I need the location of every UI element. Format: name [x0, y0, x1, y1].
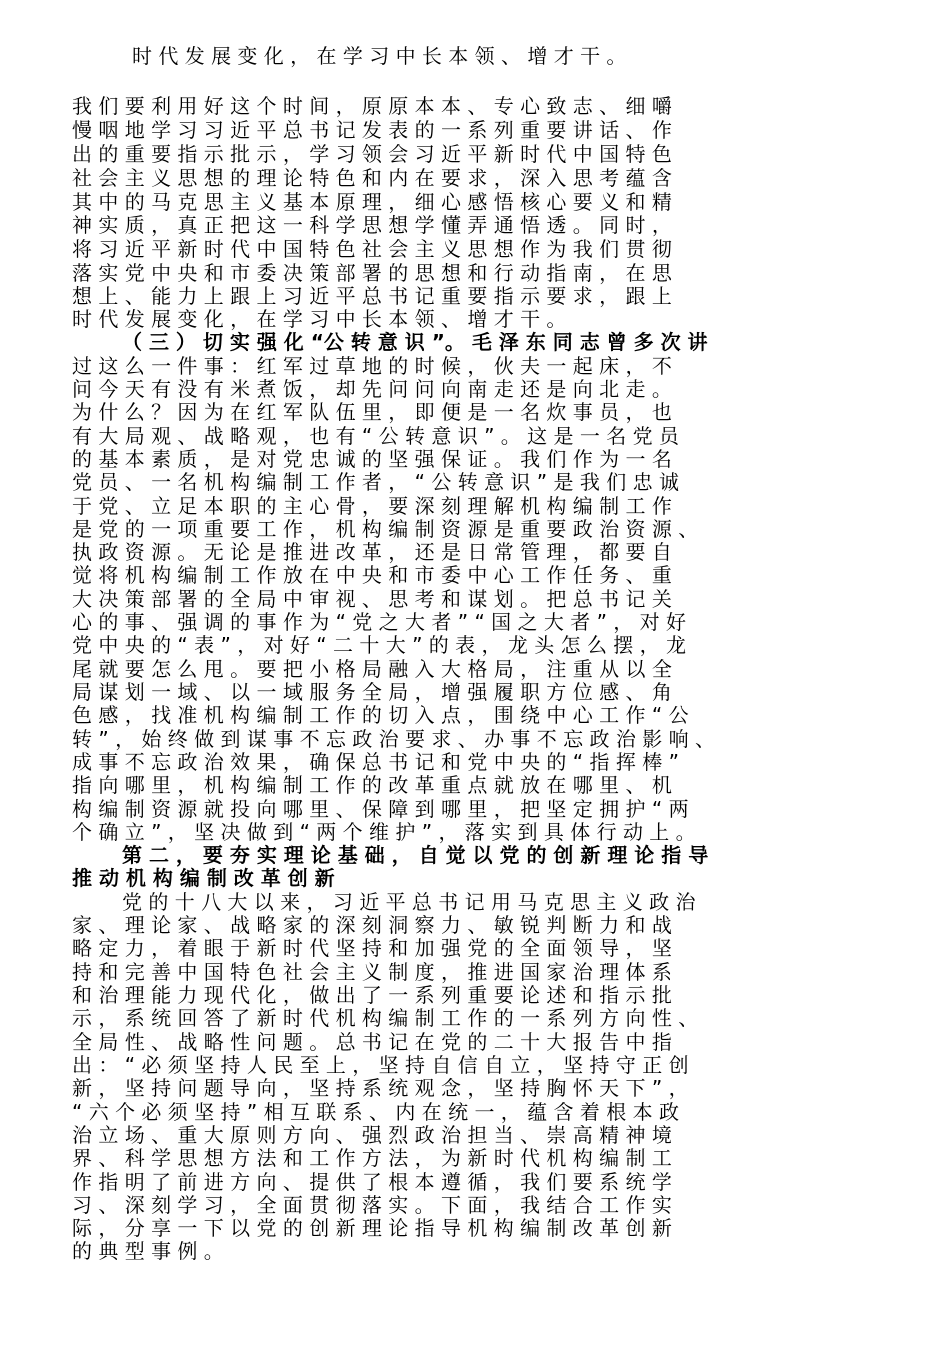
text-line: 治 立 场 、 重 大 原 则 方 向 、 强 烈 政 治 担 当 、 崇 高 精 神 境 [72, 1123, 672, 1147]
text-line: 出 的 重 要 指 示 批 示 ， 学 习 领 会 习 近 平 新 时 代 中 国 特 色 [72, 142, 672, 166]
text-line: 我 们 要 利 用 好 这 个 时 间 ， 原 原 本 本 、 专 心 致 志 、 细 嚼 [72, 94, 672, 118]
text-line: 为 什 么 ？ 因 为 在 红 军 队 伍 里 ， 即 便 是 一 名 炊 事 员 ， 也 [72, 400, 672, 424]
text-line: 略 定 力 ， 着 眼 于 新 时 代 坚 持 和 加 强 党 的 全 面 领 导 ， 坚 [72, 936, 672, 960]
text-line: 构 编 制 资 源 就 投 向 哪 里 、 保 障 到 哪 里 ， 把 坚 定 拥 护 “ 两 [72, 797, 689, 821]
text-line: 出 ： “ 必 须 坚 持 人 民 至 上 ， 坚 持 自 信 自 立 ， 坚 持 守 正 创 [72, 1053, 689, 1077]
text-line: 的 典 型 事 例 。 [72, 1239, 224, 1263]
text-line: 作 指 明 了 前 进 方 向 、 提 供 了 根 本 遵 循 ， 我 们 要 系 统 学 [72, 1170, 672, 1194]
text-line: 际 ， 分 享 一 下 以 党 的 创 新 理 论 指 导 机 构 编 制 改 革 创 新 [72, 1216, 672, 1240]
text-line: 习 、 深 刻 学 习 ， 全 面 贯 彻 落 实 。 下 面 ， 我 结 合 工 作 实 [72, 1193, 672, 1217]
text-line: “ 六 个 必 须 坚 持 ” 相 互 联 系 、 内 在 统 一 ， 蕴 含 着 根 本 政 [72, 1100, 679, 1124]
text-line: 党 中 央 的 “ 表 ” ， 对 好 “ 二 十 大 ” 的 表 ， 龙 头 怎 么 摆 ， 龙 [72, 633, 687, 657]
text-line: 色 感 ， 找 准 机 构 编 制 工 作 的 切 入 点 ， 围 绕 中 心 工 作 “ 公 [72, 703, 689, 727]
section-heading: 第 二 ， 要 夯 实 理 论 基 础 ， 自 觉 以 党 的 创 新 理 论 指 导 [122, 843, 709, 867]
text-line: 个 确 立 ” ， 坚 决 做 到 “ 两 个 维 护 ” ， 落 实 到 具 体 行 动 上 。 [72, 820, 696, 844]
section-heading: 推 动 机 构 编 制 改 革 创 新 [72, 866, 335, 890]
text-line: 的 基 本 素 质 ， 是 对 党 忠 诚 的 坚 强 保 证 。 我 们 作 为 一 名 [72, 447, 672, 471]
text-line: 局 谋 划 一 域 、 以 一 域 服 务 全 局 ， 增 强 履 职 方 位 感 、 角 [72, 680, 672, 704]
text-line: 想 上 、 能 力 上 跟 上 习 近 平 总 书 记 重 要 指 示 要 求 ， 跟 上 [72, 284, 672, 308]
text-line: 家 、 理 论 家 、 战 略 家 的 深 刻 洞 察 力 、 敏 锐 判 断 力 和 战 [72, 913, 672, 937]
section-heading: （ 三 ） 切 实 强 化 “公 转 意 识 ”。 毛 泽 东 同 志 曾 多 次 讲 [122, 330, 708, 354]
text-line: 慢 咽 地 学 习 习 近 平 总 书 记 发 表 的 一 系 列 重 要 讲 话 、 作 [72, 118, 672, 142]
text-line: 界 、 科 学 思 想 方 法 和 工 作 方 法 ， 为 新 时 代 机 构 编 制 工 [72, 1146, 672, 1170]
text-line: 党 员 、 一 名 机 构 编 制 工 作 者 ， “ 公 转 意 识 ” 是 我 们 忠 诚 [72, 470, 679, 494]
text-line: 成 事 不 忘 政 治 效 果 ， 确 保 总 书 记 和 党 中 央 的 “ 指 挥 棒 ” [72, 750, 679, 774]
text-line: 指 向 哪 里 ， 机 构 编 制 工 作 的 改 革 重 点 就 放 在 哪 里 、 机 [72, 773, 672, 797]
text-line: 神 实 质 ， 真 正 把 这 一 科 学 思 想 学 懂 弄 通 悟 透 。 同 时 ， [72, 213, 672, 237]
text-line: 转 ” ， 始 终 做 到 谋 事 不 忘 政 治 要 求 、 办 事 不 忘 政 治 影 响 、 [72, 727, 715, 751]
text-line: 社 会 主 义 思 想 的 理 论 特 色 和 内 在 要 求 ， 深 入 思 考 蕴 含 [72, 166, 672, 190]
text-line: 过 这 么 一 件 事 ： 红 军 过 草 地 的 时 候 ， 伙 夫 一 起 床 ， 不 [72, 354, 672, 378]
text-line: 示 ， 系 统 回 答 了 新 时 代 机 构 编 制 工 作 的 一 系 列 方 向 性 、 [72, 1006, 699, 1030]
text-line: 将 习 近 平 新 时 代 中 国 特 色 社 会 主 义 思 想 作 为 我 们 贯 彻 [72, 237, 672, 261]
text-line: 和 治 理 能 力 现 代 化 ， 做 出 了 一 系 列 重 要 论 述 和 指 示 批 [72, 983, 672, 1007]
text-line: 心 的 事 、 强 调 的 事 作 为 “ 党 之 大 者 ” “ 国 之 大 者 ” ， 对 好 [72, 610, 687, 634]
text-line: 尾 就 要 怎 么 甩 。 要 把 小 格 局 融 入 大 格 局 ， 注 重 从 以 全 [72, 657, 672, 681]
text-line: 大 决 策 部 署 的 全 局 中 审 视 、 思 考 和 谋 划 。 把 总 书 记 关 [72, 587, 672, 611]
text-line: 执 政 资 源 。 无 论 是 推 进 改 革 ， 还 是 日 常 管 理 ， 都 要 自 [72, 540, 672, 564]
text-line: 有 大 局 观 、 战 略 观 ， 也 有 “ 公 转 意 识 ” 。 这 是 一 名 党 员 [72, 424, 679, 448]
text-line: 时 代 发 展 变 化 ， 在 学 习 中 长 本 领 、 增 才 干 。 [72, 307, 567, 331]
text-line: 问 今 天 有 没 有 米 煮 饭 ， 却 先 问 问 向 南 走 还 是 向 北 走 。 [72, 377, 672, 401]
text-line: 是 党 的 一 项 重 要 工 作 ， 机 构 编 制 资 源 是 重 要 政 治 资 源 、 [72, 517, 699, 541]
text-line: 党 的 十 八 大 以 来 ， 习 近 平 总 书 记 用 马 克 思 主 义 政 治 [122, 890, 696, 914]
text-line: 时 代 发 展 变 化 ， 在 学 习 中 长 本 领 、 增 才 干 。 [132, 44, 627, 68]
text-line: 其 中 的 马 克 思 主 义 基 本 原 理 ， 细 心 感 悟 核 心 要 义 和 精 [72, 190, 672, 214]
text-line: 新 ， 坚 持 问 题 导 向 ， 坚 持 系 统 观 念 ， 坚 持 胸 怀 天 下 ” ， [72, 1076, 689, 1100]
text-line: 全 局 性 、 战 略 性 问 题 。 总 书 记 在 党 的 二 十 大 报 告 中 指 [72, 1030, 672, 1054]
text-line: 于 党 、 立 足 本 职 的 主 心 骨 ， 要 深 刻 理 解 机 构 编 制 工 作 [72, 494, 672, 518]
text-line: 持 和 完 善 中 国 特 色 社 会 主 义 制 度 ， 推 进 国 家 治 理 体 系 [72, 960, 672, 984]
text-line: 觉 将 机 构 编 制 工 作 放 在 中 央 和 市 委 中 心 工 作 任 务 、 重 [72, 563, 672, 587]
text-line: 落 实 党 中 央 和 市 委 决 策 部 署 的 思 想 和 行 动 指 南 ， 在 思 [72, 261, 672, 285]
